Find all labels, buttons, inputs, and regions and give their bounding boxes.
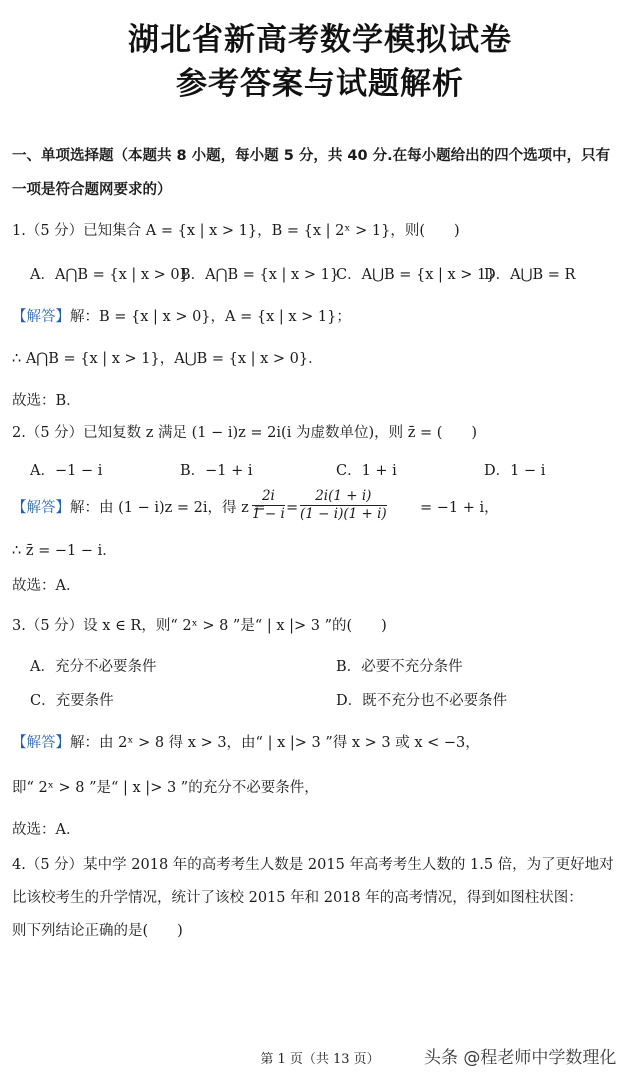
section-heading-line2: 一项是符合题网要求的） bbox=[12, 182, 172, 198]
q1-solution-line2: ∴ A⋂B = {x | x > 1}，A⋃B = {x | x > 0}． bbox=[12, 351, 323, 367]
q4-stem-line2: 比该校考生的升学情况，统计了该校 2015 年和 2018 年的高考情况，得到如图柱状图： bbox=[12, 890, 583, 906]
q1-option-a: A．A⋂B = {x | x > 0} bbox=[30, 267, 189, 283]
q1-option-d: D．A⋃B = R bbox=[484, 267, 576, 283]
q2-fraction-1-numerator: 2i bbox=[261, 488, 275, 504]
q2-option-b: B．−1 + i bbox=[180, 463, 253, 479]
solution-tag: 【解答】 bbox=[12, 735, 70, 751]
q2-option-a: A．−1 − i bbox=[30, 463, 103, 479]
page-title: 湖北省新高考数学模拟试卷 bbox=[128, 22, 512, 58]
q3-option-c: C．充要条件 bbox=[30, 693, 114, 709]
q3-option-d: D．既不充分也不必要条件 bbox=[336, 693, 508, 709]
q2-solution-result: = −1 + i， bbox=[420, 500, 499, 516]
source-watermark: 头条 @程老师中学数理化 bbox=[424, 1048, 617, 1068]
q2-option-d: D．1 − i bbox=[484, 463, 546, 479]
q1-option-b: B．A⋂B = {x | x > 1} bbox=[180, 267, 340, 283]
q2-equals: = bbox=[286, 500, 299, 516]
q2-solution-text: 解：由 (1 − i)z = 2i，得 z = bbox=[70, 500, 266, 516]
section-heading-line1: 一、单项选择题（本题共 8 小题，每小题 5 分，共 40 分.在每小题给出的四个选项中，只有 bbox=[12, 148, 611, 164]
page-footer: 第 1 页（共 13 页） bbox=[260, 1052, 380, 1067]
q2-fraction-2-denominator: (1 − i)(1 + i) bbox=[300, 506, 387, 522]
q2-solution-line1 bbox=[12, 498, 266, 518]
q3-option-a: A．充分不必要条件 bbox=[30, 659, 157, 675]
q3-solution-line2: 即“ 2ˣ > 8 ”是“ | x |> 3 ”的充分不必要条件， bbox=[12, 780, 319, 796]
solution-tag: 【解答】 bbox=[12, 500, 70, 516]
q1-solution-line1 bbox=[12, 307, 351, 327]
q4-stem-line1: 4.（5 分）某中学 2018 年的高考考生人数是 2015 年高考考生人数的 1.5 倍，为了更好地对 bbox=[12, 857, 614, 873]
q2-solution-line2: ∴ z̄ = −1 − i． bbox=[12, 543, 117, 559]
q2-option-c: C．1 + i bbox=[336, 463, 397, 479]
q1-answer: 故选：B． bbox=[12, 393, 81, 409]
q3-solution-line1 bbox=[12, 733, 480, 753]
solution-tag: 【解答】 bbox=[12, 309, 70, 325]
q1-option-c: C．A⋃B = {x | x > 1} bbox=[336, 267, 496, 283]
q3-answer: 故选：A． bbox=[12, 822, 81, 838]
q2-fraction-2-numerator: 2i(1 + i) bbox=[315, 488, 372, 504]
q1-stem: 1.（5 分）已知集合 A = {x | x > 1}，B = {x | 2ˣ > 1}，则( ) bbox=[12, 223, 460, 239]
q1-solution-text: 解：B = {x | x > 0}，A = {x | x > 1}； bbox=[70, 309, 351, 325]
q4-stem-line3: 则下列结论正确的是( ) bbox=[12, 923, 183, 939]
q2-fraction-2 bbox=[300, 488, 387, 523]
q3-solution-text: 解：由 2ˣ > 8 得 x > 3，由“ | x |> 3 ”得 x > 3 或 x < −3， bbox=[70, 735, 480, 751]
page-subtitle: 参考答案与试题解析 bbox=[176, 66, 464, 102]
q3-stem: 3.（5 分）设 x ∈ R，则“ 2ˣ > 8 ”是“ | x |> 3 ”的( ) bbox=[12, 618, 387, 634]
q3-option-b: B．必要不充分条件 bbox=[336, 659, 463, 675]
q2-stem: 2.（5 分）已知复数 z 满足 (1 − i)z = 2i(i 为虚数单位)，则 z̄ = ( ) bbox=[12, 425, 478, 441]
q2-answer: 故选：A． bbox=[12, 578, 81, 594]
q2-fraction-1-denominator: 1 − i bbox=[252, 506, 285, 522]
q2-fraction-1 bbox=[252, 488, 285, 523]
